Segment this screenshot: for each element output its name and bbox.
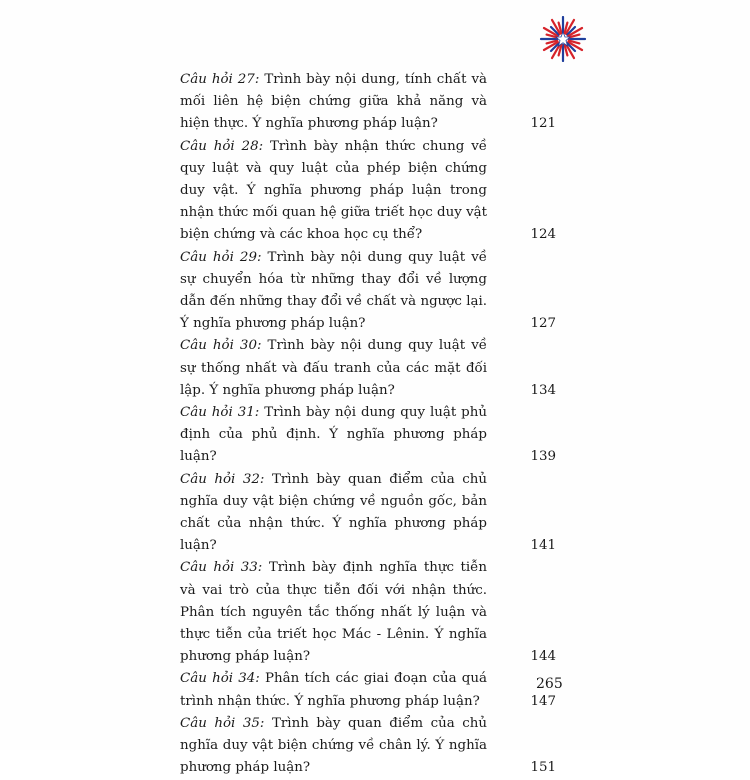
toc-entry-page: 141	[530, 538, 556, 554]
toc-entry-text	[180, 335, 487, 402]
toc-entry-page: 124	[530, 227, 556, 243]
toc-entry-text	[180, 247, 487, 336]
toc-entry-title: Trình bày nội dung quy luật phủ định của phủ định. Ý nghĩa phương pháp luận?	[180, 405, 487, 465]
toc-entry-page: 134	[530, 382, 556, 398]
toc-entry-label: Câu hỏi 35:	[180, 715, 265, 731]
toc-entry-label: Câu hỏi 31:	[180, 405, 260, 421]
toc-entry-title: Trình bày nhận thức chung về quy luật và quy luật của phép biện chứng duy vật. Ý nghĩa phương pháp luận trong nhận thức mối quan hệ giữa triết học duy vật biện chứng và các khoa học cụ thể?	[180, 138, 488, 243]
toc-entry	[180, 668, 558, 712]
toc-entry-title: Trình bày quan điểm của chủ nghĩa duy vật biện chứng về nguồn gốc, bản chất của nhận thức. Ý nghĩa phương pháp luận?	[180, 471, 487, 554]
toc-entry-page: 139	[530, 449, 556, 465]
toc-entry-text	[180, 668, 487, 712]
toc-entry-title: Trình bày quan điểm của chủ nghĩa duy vật biện chứng về chân lý. Ý nghĩa phương pháp luận?	[180, 715, 487, 776]
toc-entry-label: Câu hỏi 30:	[180, 338, 262, 354]
toc-entry-label: Câu hỏi 29:	[180, 249, 262, 265]
toc-entry-title: Phân tích các giai đoạn của quá trình nhận thức. Ý nghĩa phương pháp luận?	[180, 671, 487, 709]
toc-entry-page: 121	[530, 116, 556, 132]
toc-entry	[180, 713, 558, 780]
toc-entry	[180, 402, 558, 469]
toc-entry-page: 127	[530, 316, 556, 332]
toc-entry-page: 147	[530, 693, 556, 709]
toc-entry-label: Câu hỏi 33:	[180, 560, 263, 576]
toc-entry-title: Trình bày nội dung quy luật về sự thống nhất và đấu tranh của các mặt đối lập. Ý nghĩa phương pháp luận?	[180, 338, 488, 398]
toc-entry	[180, 247, 558, 336]
toc-entry	[180, 557, 558, 668]
toc-entry-label: Câu hỏi 27:	[180, 72, 260, 87]
toc-entry-label: Câu hỏi 28:	[180, 138, 264, 154]
toc-entry-text	[180, 136, 487, 247]
toc-entry-label: Câu hỏi 34:	[180, 671, 260, 687]
toc-entry	[180, 69, 558, 136]
toc-entry	[180, 335, 558, 402]
toc-entry-text	[180, 402, 487, 469]
toc-entry-title: Trình bày định nghĩa thực tiễn và vai trò của thực tiễn đối với nhận thức. Phân tích nguyên tắc thống nhất lý luận và thực tiễn của triết học Mác - Lênin. Ý nghĩa phương pháp luận?	[180, 560, 487, 665]
page-number: 265	[536, 676, 563, 692]
table-of-contents	[180, 69, 558, 780]
toc-entry-page: 144	[530, 649, 556, 665]
toc-entry-text	[180, 69, 487, 136]
toc-entry-title: Trình bày nội dung quy luật về sự chuyển hóa từ những thay đổi về lượng dẫn đến những thay đổi về chất và ngược lại. Ý nghĩa phương pháp luận?	[180, 249, 488, 332]
toc-entry-page: 151	[530, 760, 556, 776]
toc-entry	[180, 136, 558, 247]
toc-entry-text	[180, 713, 487, 780]
toc-entry-text	[180, 469, 487, 558]
publisher-logo-icon	[538, 16, 588, 62]
toc-entry-text	[180, 557, 487, 668]
toc-entry-title: Trình bày nội dung, tính chất và mối liên hệ biện chứng giữa khả năng và hiện thực. Ý nghĩa phương pháp luận?	[180, 72, 487, 132]
toc-entry	[180, 469, 558, 558]
toc-entry-label: Câu hỏi 32:	[180, 471, 265, 487]
